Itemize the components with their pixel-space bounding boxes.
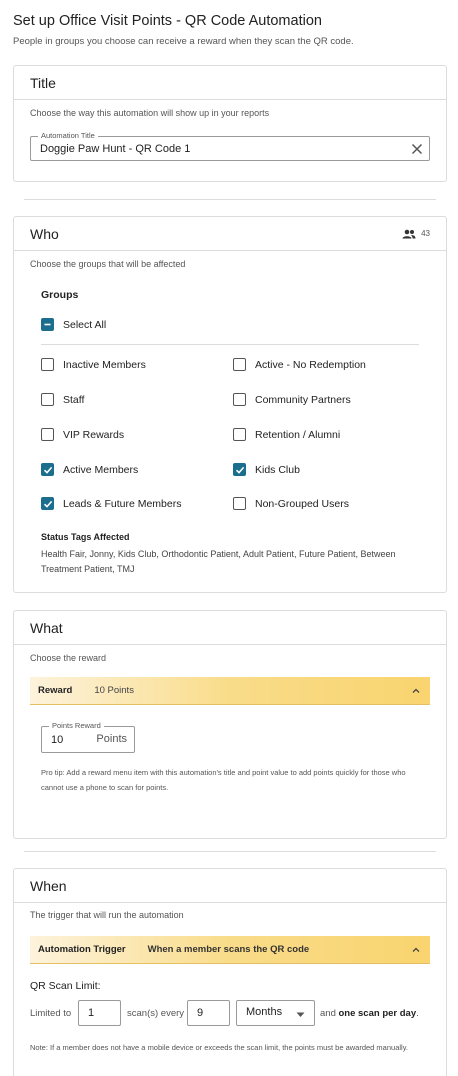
what-card [13,610,447,839]
group-label: Non-Grouped Users [255,497,349,510]
title-card-heading: Title [30,74,56,91]
chevron-up-icon [411,686,421,696]
when-card-heading: When [30,877,67,894]
scan-limit-note: Note: If a member does not have a mobile device or exceeds the scan limit, the points must be awarded manually. [30,1043,408,1052]
automation-title-value: Doggie Paw Hunt - QR Code 1 [40,143,191,155]
who-card-description: Choose the groups that will be affected [30,259,186,269]
select-all-checkbox[interactable] [41,318,106,331]
group-checkbox-active-members[interactable] [41,463,138,476]
limited-to-text: Limited to [30,1008,72,1019]
who-card-heading: Who [30,225,59,242]
reward-accordion[interactable] [30,677,430,705]
title-card-description: Choose the way this automation will show up in your reports [30,108,270,118]
group-label: Leads & Future Members [63,497,182,510]
group-label: Community Partners [255,393,351,406]
what-card-description: Choose the reward [30,653,107,663]
indeterminate-checkbox-icon [41,318,54,331]
group-checkbox-active-no-redemption[interactable] [233,358,366,371]
what-card-heading: What [30,619,63,636]
group-label: VIP Rewards [63,428,125,441]
status-tags-title: Status Tags Affected [41,532,130,542]
group-checkbox-inactive-members[interactable] [41,358,146,371]
period-unit-value: Months [246,1006,283,1018]
period-count-input[interactable] [187,1000,230,1026]
checkbox-icon [41,393,54,406]
period-unit-select[interactable] [236,1000,315,1026]
points-suffix: Points [96,733,127,745]
group-checkbox-kids-club[interactable] [233,463,300,476]
people-icon [402,229,416,239]
one-scan-per-day-text [320,1008,419,1019]
chevron-up-icon [411,945,421,955]
checked-checkbox-icon [41,497,54,510]
close-icon[interactable] [410,142,424,156]
scan-count-value: 1 [88,1007,95,1019]
when-card [13,868,447,1076]
page-title: Set up Office Visit Points - QR Code Automation [13,13,322,29]
group-label: Kids Club [255,463,300,476]
reward-label: Reward [38,685,73,696]
checkbox-icon [41,428,54,441]
section-divider [24,199,436,200]
one-scan-per-day-bold: one scan per day [338,1008,417,1019]
status-tags-list: Health Fair, Jonny, Kids Club, Orthodontic Patient, Adult Patient, Future Patient, Between Treatment Patient, TMJ [41,549,396,574]
period-mark: . [416,1008,419,1019]
member-count: 43 [421,229,430,238]
scan-count-input[interactable] [78,1000,121,1026]
checkbox-icon [233,497,246,510]
select-all-label: Select All [63,318,107,331]
groups-label: Groups [41,289,79,301]
automation-title-field[interactable] [30,131,430,161]
title-card [13,65,447,182]
page-subtitle: People in groups you choose can receive a reward when they scan the QR code. [13,36,354,47]
title-card-header [14,66,446,100]
automation-trigger-accordion[interactable] [30,936,430,964]
group-checkbox-retention-alumni[interactable] [233,428,340,441]
what-card-header [14,611,446,645]
reward-value: 10 Points [94,685,134,696]
checked-checkbox-icon [41,463,54,476]
points-reward-field[interactable] [41,721,135,753]
group-checkbox-leads-future-members[interactable] [41,497,181,510]
points-reward-value: 10 [51,734,64,746]
checkbox-icon [41,358,54,371]
checkbox-icon [233,358,246,371]
who-card-header [14,217,446,251]
trigger-label: Automation Trigger [38,944,126,955]
and-text: and [320,1008,336,1019]
checkbox-icon [233,428,246,441]
group-label: Inactive Members [63,358,146,371]
trigger-value: When a member scans the QR code [147,944,310,955]
group-checkbox-community-partners[interactable] [233,393,351,406]
automation-title-label: Automation Title [38,131,98,140]
group-label: Retention / Alumni [255,428,341,441]
points-reward-label: Points Reward [49,721,104,730]
caret-down-icon [296,1012,305,1018]
who-card [13,216,447,593]
group-label: Active Members [63,463,139,476]
pro-tip-text: Pro tip: Add a reward menu item with this automation's title and point value to add points quickly for those who cannot use a phone to scan for points. [41,768,406,792]
scans-every-text: scan(s) every [127,1008,185,1019]
group-label: Active - No Redemption [255,358,366,371]
group-checkbox-staff[interactable] [41,393,84,406]
group-label: Staff [63,393,85,406]
checked-checkbox-icon [233,463,246,476]
when-card-header [14,869,446,903]
qr-scan-limit-label: QR Scan Limit: [30,980,101,992]
when-card-description: The trigger that will run the automation [30,910,184,920]
period-count-value: 9 [197,1007,204,1019]
group-checkbox-vip-rewards[interactable] [41,428,124,441]
checkbox-icon [233,393,246,406]
section-divider [24,851,436,852]
group-checkbox-non-grouped-users[interactable] [233,497,349,510]
groups-separator [41,344,419,345]
member-count-indicator [402,229,430,239]
